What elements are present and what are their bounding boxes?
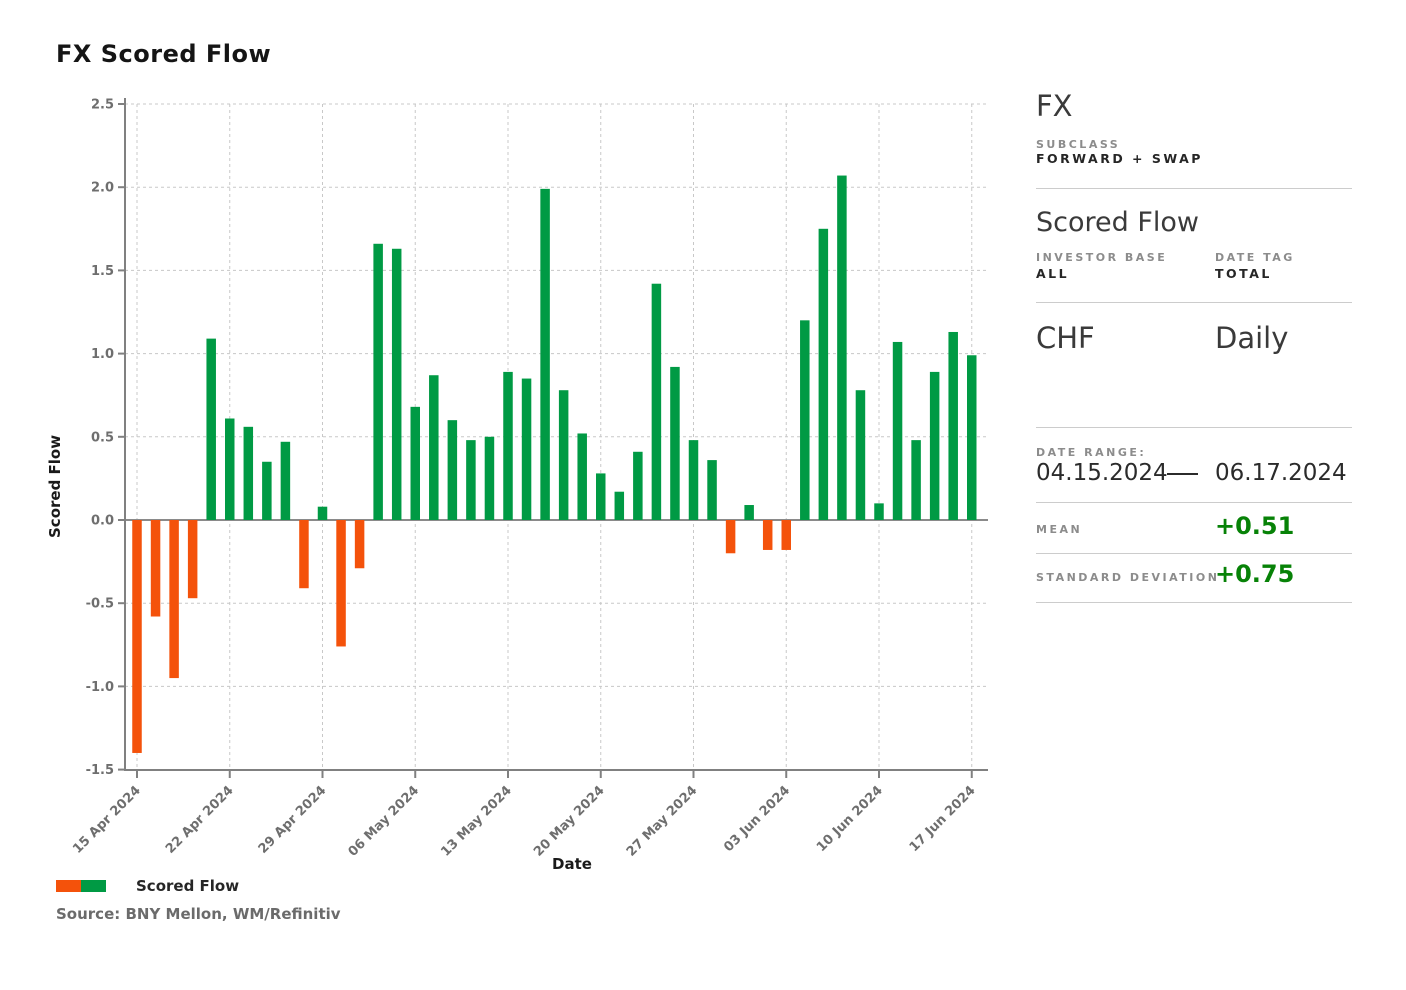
x-tick-label: 27 May 2024 [623, 783, 701, 860]
investor-base-value: ALL [1036, 266, 1070, 281]
y-tick-label: -1.5 [85, 763, 114, 779]
bar-2024-05-10 [485, 437, 495, 520]
bar-2024-05-09 [466, 440, 476, 520]
bar-2024-04-16 [151, 520, 161, 617]
date-tag-value: TOTAL [1215, 266, 1272, 281]
bar-2024-05-03 [392, 249, 402, 520]
bar-2024-05-31 [763, 520, 773, 550]
bar-2024-06-07 [856, 390, 866, 520]
bar-2024-06-05 [819, 229, 829, 520]
divider [1036, 602, 1352, 603]
bar-2024-04-30 [336, 520, 346, 646]
bar-2024-05-30 [744, 505, 754, 520]
chart-legend [56, 877, 239, 895]
bar-2024-05-27 [689, 440, 699, 520]
bar-2024-05-14 [522, 379, 532, 520]
page-title: FX Scored Flow [56, 40, 272, 68]
bar-2024-05-28 [707, 460, 717, 520]
frequency-value: Daily [1215, 321, 1289, 355]
bar-2024-05-24 [670, 367, 680, 520]
bar-2024-04-19 [206, 339, 216, 520]
bar-2024-05-15 [540, 189, 550, 520]
y-tick-label: 2.5 [90, 97, 114, 113]
bar-2024-06-04 [800, 320, 810, 520]
date-range-start: 04.15.2024 [1036, 460, 1168, 486]
divider [1036, 553, 1352, 554]
bar-2024-06-06 [837, 176, 847, 520]
x-tick-label: 17 Jun 2024 [906, 783, 979, 856]
x-tick-label: 22 Apr 2024 [162, 783, 237, 857]
y-tick-label: -0.5 [85, 596, 114, 612]
x-tick-label: 20 May 2024 [531, 783, 608, 860]
bar-2024-06-17 [967, 355, 977, 520]
bar-2024-05-16 [559, 390, 569, 520]
bar-2024-05-13 [503, 372, 513, 520]
bar-2024-04-25 [281, 442, 291, 520]
bar-2024-06-03 [782, 520, 792, 550]
mean-label: MEAN [1036, 523, 1083, 536]
x-tick-label: 10 Jun 2024 [813, 783, 886, 856]
x-tick-label: 29 Apr 2024 [255, 783, 330, 857]
date-tag-label: DATE TAG [1215, 251, 1295, 264]
bar-2024-05-20 [596, 473, 606, 520]
divider [1036, 302, 1352, 303]
mean-value: +0.51 [1215, 512, 1295, 540]
metric-title: Scored Flow [1036, 207, 1199, 238]
currency-value: CHF [1036, 321, 1095, 355]
bar-2024-05-08 [448, 420, 458, 520]
legend-swatch-negative [56, 880, 81, 892]
standard-deviation-value: +0.75 [1215, 560, 1295, 588]
divider [1036, 502, 1352, 503]
bar-2024-04-17 [169, 520, 179, 678]
bar-2024-04-26 [299, 520, 309, 588]
bar-2024-05-17 [577, 433, 587, 520]
asset-class-title: FX [1036, 89, 1073, 123]
y-tick-label: 1.0 [90, 347, 114, 363]
bar-2024-05-02 [373, 244, 383, 520]
bar-2024-04-15 [132, 520, 142, 753]
y-tick-label: 0.0 [90, 513, 114, 529]
bar-2024-04-23 [244, 427, 254, 520]
y-axis-label: Scored Flow [46, 434, 64, 538]
bar-2024-04-24 [262, 462, 272, 520]
bar-2024-06-12 [911, 440, 921, 520]
x-tick-label: 13 May 2024 [438, 783, 515, 860]
info-panel [1036, 85, 1352, 625]
x-tick-label: 15 Apr 2024 [70, 783, 144, 857]
divider [1036, 188, 1352, 189]
y-tick-label: -1.0 [85, 679, 114, 695]
date-range-label: DATE RANGE: [1036, 446, 1147, 459]
bar-2024-05-29 [726, 520, 736, 553]
bar-2024-05-22 [633, 452, 643, 520]
bar-2024-05-07 [429, 375, 439, 520]
y-tick-label: 0.5 [90, 430, 114, 446]
legend-swatch-positive [81, 880, 106, 892]
x-tick-label: 06 May 2024 [345, 783, 423, 860]
x-tick-label: 03 Jun 2024 [721, 783, 794, 856]
bar-2024-04-18 [188, 520, 198, 598]
divider [1036, 427, 1352, 428]
standard-deviation-label: STANDARD DEVIATION [1036, 571, 1220, 584]
bar-2024-06-11 [893, 342, 903, 520]
legend-label: Scored Flow [136, 877, 240, 895]
date-range-end: 06.17.2024 [1215, 460, 1347, 486]
y-tick-label: 2.0 [90, 180, 114, 196]
bar-2024-06-13 [930, 372, 940, 520]
bar-2024-05-01 [355, 520, 365, 568]
y-tick-label: 1.5 [90, 263, 114, 279]
bar-2024-04-29 [318, 507, 328, 520]
subclass-value: FORWARD + SWAP [1036, 151, 1203, 166]
x-axis-label: Date [552, 855, 592, 873]
investor-base-label: INVESTOR BASE [1036, 251, 1168, 264]
date-range-dash [1167, 473, 1198, 475]
bar-2024-04-22 [225, 419, 235, 521]
bar-2024-06-14 [948, 332, 958, 520]
source-note: Source: BNY Mellon, WM/Refinitiv [56, 905, 341, 923]
bar-2024-05-21 [615, 492, 625, 520]
bar-2024-05-23 [652, 284, 662, 520]
bar-2024-06-10 [874, 503, 884, 520]
subclass-label: SUBCLASS [1036, 138, 1121, 151]
bar-2024-05-06 [411, 407, 421, 520]
